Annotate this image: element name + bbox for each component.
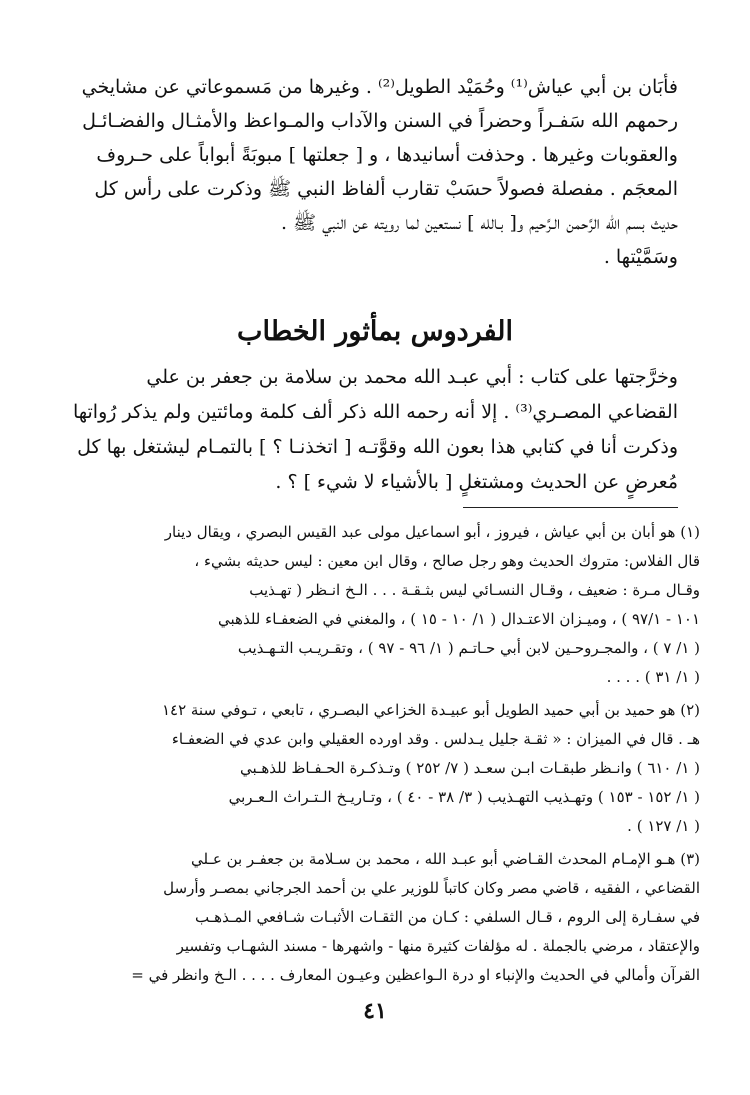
footnote-line: (٢) هو حميد بن أبي حميد الطويل أبو عبيـدة الخزاعي البصـري ، تابعي ، تـوفي سنة ١٤٢ bbox=[161, 701, 700, 719]
text-line: مُعرضٍ عن الحديث ومشتغلٍ [ بالأشياء لا شيء ] ؟ . bbox=[275, 471, 678, 493]
footnote-line: ( ١/ ٧ ) ، والمجـروحـين لابن أبي حـاتـم ( ١/ ٩٦ - ٩٧ ) ، وتقـريـب التـهـذيب bbox=[237, 639, 700, 657]
footnote-line: والإعتقاد ، مرضي بالجملة . له مؤلفات كثيرة منها - واشهرها - مسند الشهـاب وتفسير bbox=[176, 937, 700, 955]
footnotes bbox=[60, 518, 700, 994]
footnote-line: ( ١/ ٦١٠ ) وانـظر طبقـات ابـن سعـد ( ٧/ ٢٥٢ ) وتـذكـرة الحـفـاظ للذهـبي bbox=[239, 759, 700, 777]
footnote-line: ( ١/ ١٥٢ - ١٥٣ ) وتهـذيب التهـذيب ( ٣/ ٣٨ - ٤٠ ) ، وتـاريـخ الـتـراث الـعـربي bbox=[228, 788, 700, 806]
section-heading: الفردوس بمأثور الخطاب bbox=[237, 316, 513, 347]
page-number: ٤١ bbox=[363, 998, 387, 1024]
footnote-1 bbox=[60, 518, 700, 692]
footnote-line: هـ . قال في الميزان : « ثقـة جليل يـدلس . وقد اورده العقيلي وابن عدي في الضعفـاء bbox=[171, 730, 700, 748]
footnote-line: ١٠١ - ٩٧/١ ) ، وميـزان الاعتـدال ( ١/ ١٠ - ١٥ ) ، والمغني في الضعفـاء للذهبي bbox=[218, 610, 700, 628]
second-paragraph bbox=[63, 360, 678, 500]
text-line: المعجَم . مفصلة فصولاً حسَبْ تقارب ألفاظ النبي ﷺ وذكرت على رأس كل bbox=[94, 178, 678, 200]
footnote-line: القرآن وأمالي في الحديث والإنباء او درة الـواعظين وعيـون المعارف . . . . الـخ وانظر في = bbox=[131, 966, 700, 984]
text-line: وخرَّجتها على كتاب : أبي عبـد الله محمد بن سلامة بن جعفر بن علي bbox=[146, 366, 678, 388]
footnote-line: ( ١/ ١٢٧ ) . bbox=[627, 817, 700, 835]
footnote-line: (١) هو أبان بن أبي عياش ، فيروز ، أبو اسماعيل مولى عبد القيس البصري ، ويقال دينار bbox=[164, 523, 700, 541]
intro-paragraph bbox=[63, 70, 678, 274]
footnote-line: (٣) هـو الإمـام المحدث القـاضي أبو عبـد الله ، محمد بن سـلامة بن جعفـر بن عـلي bbox=[190, 850, 700, 868]
text-line: وذكرت أنا في كتابي هذا بعون الله وقوَّتـه [ اتخذنـا ؟ ] بالتمـام ليشتغل بها كل bbox=[77, 436, 678, 458]
footnote-3 bbox=[60, 845, 700, 990]
footnote-line: في سفـارة إلى الروم ، قـال السلفي : كـان من الثقـات الأثبـات شـافعي المـذهـب bbox=[195, 908, 700, 926]
footnote-2 bbox=[60, 696, 700, 841]
text-line: فأبَان بن أبي عياش⁽¹⁾ وحُمَيْد الطويل⁽²⁾ . وغيرها من مَسموعاتي عن مشايخي bbox=[81, 76, 678, 98]
footnote-line: القضاعي ، الفقيه ، قاضي مصر وكان كاتباً للوزير علي بن أحمد الجرجاني بمصـر وأرسل bbox=[163, 879, 700, 897]
footnote-line: قال الفلاس: متروك الحديث وهو رجل صالح ، وقال ابن معين : ليس حديثه بشيء ، bbox=[194, 552, 700, 570]
text-line: القضاعي المصـري⁽³⁾ . إلا أنه رحمه الله ذكر ألف كلمة ومائتين ولم يذكر رُواتها bbox=[72, 401, 678, 423]
text-line: وسَمَّيْتها . bbox=[603, 246, 678, 268]
text-line: والعقوبات وغيرها . وحذفت أسانيدها ، و [ جعلتها ] مبوبَةً أبواباً على حـروف bbox=[96, 144, 678, 166]
footnote-separator bbox=[463, 507, 678, 508]
text-line: حديث بسم الله الرَّحمن الـرَّحيم و[ بـالله ] نستعين لما رويته عن النبي ﷺ . bbox=[281, 212, 678, 234]
text-line: رحمهم الله سَفـراً وحضراً في السنن والآداب والمـواعظ والأمثـال والفضـائـل bbox=[82, 110, 678, 132]
footnote-line: وقـال مـرة : ضعيف ، وقـال النسـائي ليس بثـقـة . . . الـخ انـظر ( تهـذيب bbox=[249, 581, 700, 599]
footnote-line: ( ١/ ٣١ ) . . . . bbox=[606, 668, 700, 686]
